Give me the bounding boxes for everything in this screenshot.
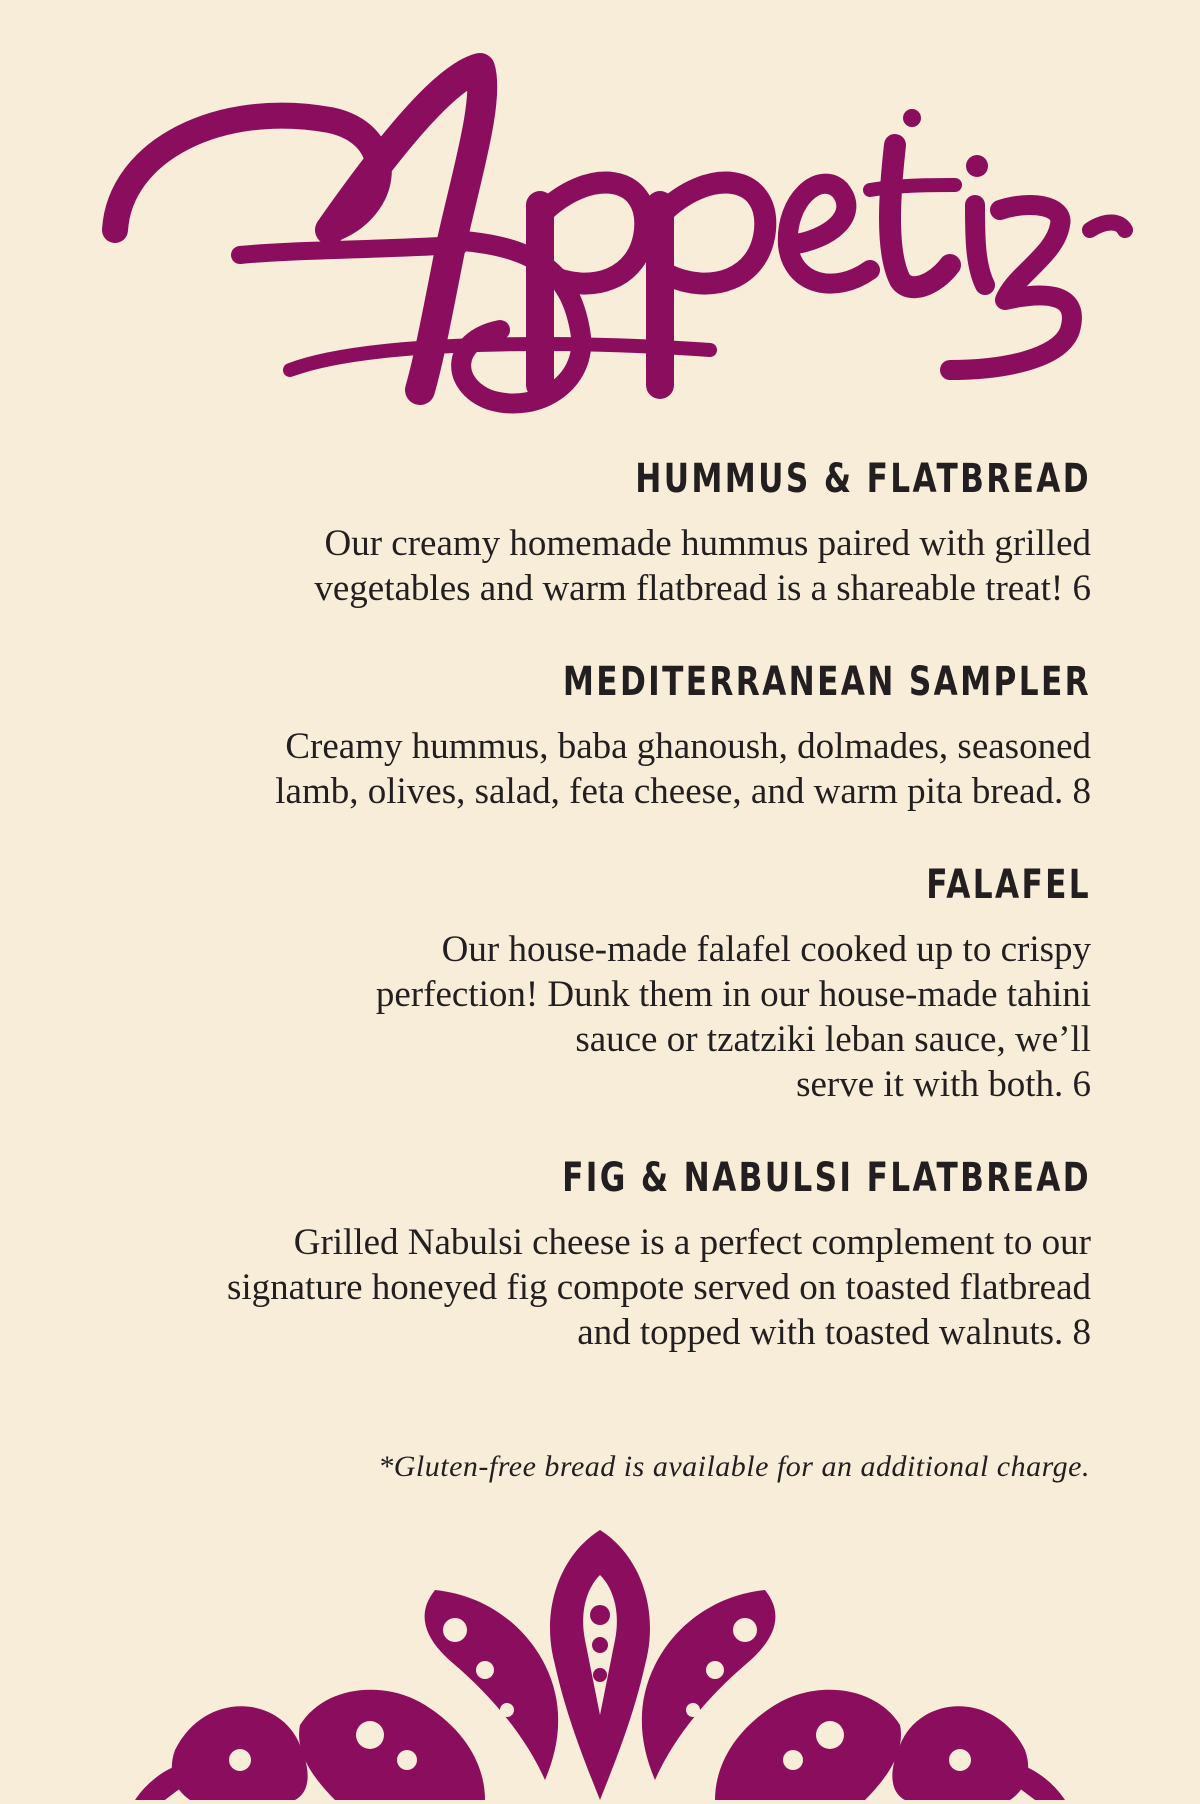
menu-item-hummus-flatbread [31, 455, 1091, 611]
menu-item-mediterranean-sampler [31, 658, 1091, 814]
paisley-mandala-ornament-icon [135, 1520, 1065, 1800]
menu-item-description: Our creamy homemade hummus paired with grilled vegetables and warm flatbread is a shareable treat! 6 [314, 523, 1091, 609]
menu-item-name: MEDITERRANEAN SAMPLER [562, 659, 1091, 705]
appetizer-menu [31, 455, 1091, 1355]
menu-item-falafel [31, 861, 1091, 1107]
menu-item-description: Our house-made falafel cooked up to crispy perfection! Dunk them in our house-made tahini sauce or tzatziki leban sauce, we’ll serve it with both. 6 [375, 929, 1091, 1105]
page-title [70, 40, 1130, 440]
menu-item-name: FIG & NABULSI FLATBREAD [562, 1155, 1091, 1201]
menu-item-description: Creamy hummus, baba ghanoush, dolmades, seasoned lamb, olives, salad, feta cheese, and warm pita bread. 8 [275, 726, 1091, 812]
menu-item-name: FALAFEL [926, 862, 1091, 908]
menu-item-fig-nabulsi-flatbread [31, 1154, 1091, 1355]
menu-item-name: HUMMUS & FLATBREAD [635, 456, 1091, 502]
title-script-art [70, 40, 1130, 440]
menu-item-description: Grilled Nabulsi cheese is a perfect complement to our signature honeyed fig compote served on toasted flatbread and topped with toasted walnuts. 8 [226, 1222, 1091, 1353]
gluten-free-note: *Gluten-free bread is available for an additional charge. [378, 1450, 1090, 1483]
